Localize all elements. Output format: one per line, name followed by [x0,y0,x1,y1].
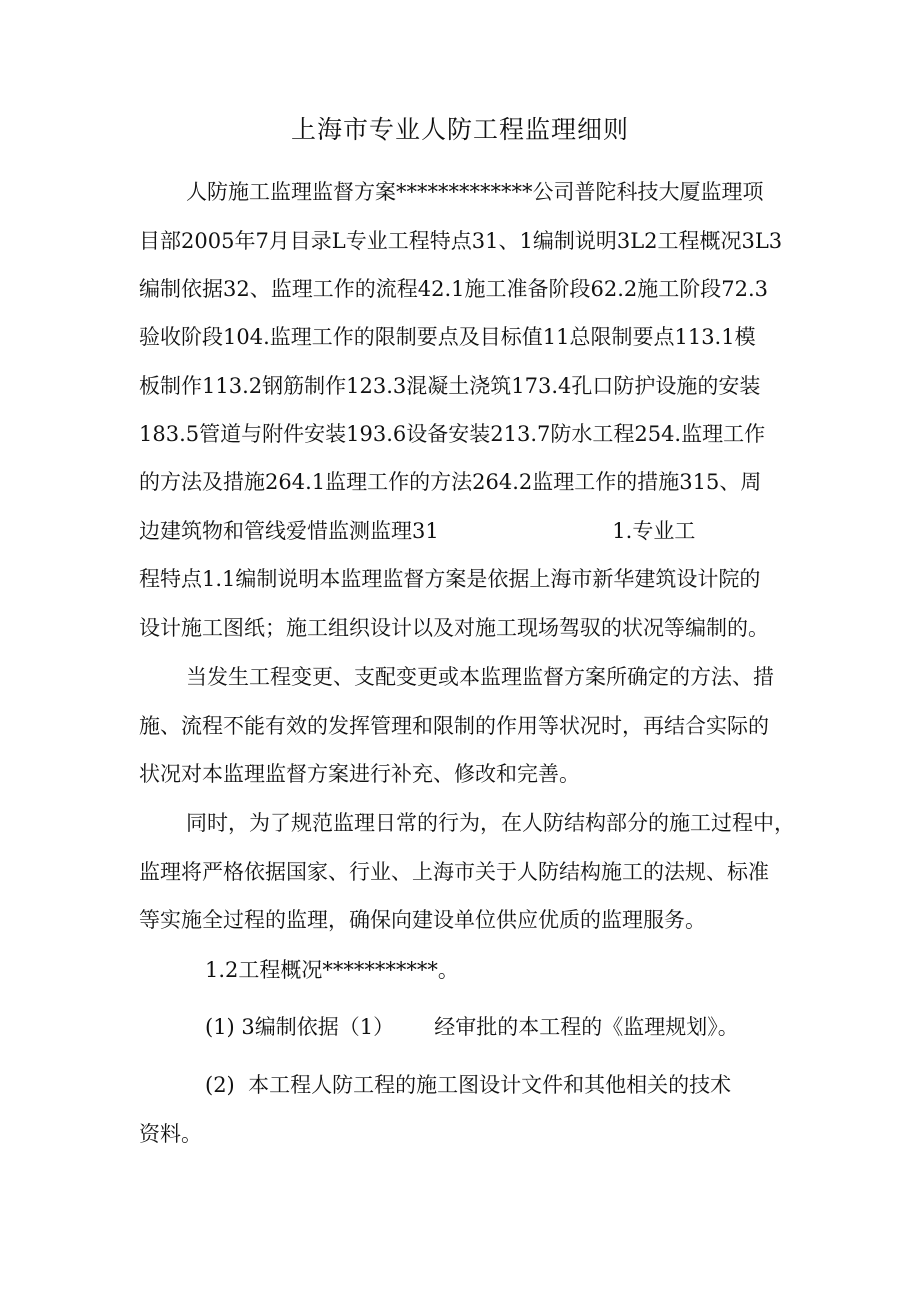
text-line: 监理将严格依据国家、行业、上海市关于人防结构施工的法规、标准 [139,860,769,884]
text-line: 设计施工图纸；施工组织设计以及对施工现场驾驭的状况等编制的。 [139,616,769,640]
text-line: 等实施全过程的监理，确保向建设单位供应优质的监理服务。 [139,908,706,932]
text-line: 编制依据32、监理工作的流程42.1施工准备阶段62.2施工阶段72.3 [139,277,768,301]
document-title: 上海市专业人防工程监理细则 [290,115,629,144]
text-line: 同时，为了规范监理日常的行为，在人防结构部分的施工过程中， [186,811,795,835]
text-line: 的方法及措施264.1监理工作的方法264.2监理工作的措施315、周 [139,470,762,494]
text-line: 边建筑物和管线爱惜监测监理31 1.专业工 [139,519,696,543]
text-line: 资料。 [139,1122,202,1146]
text-line: 人防施工监理监督方案*************公司普陀科技大厦监理项 [186,180,764,204]
text-line: 1.2工程概况***********。 [205,958,459,982]
text-line: 目部2005年7月目录L专业工程特点31、1编制说明3L2工程概况3L3 [139,229,783,253]
text-line: 施、流程不能有效的发挥管理和限制的作用等状况时，再结合实际的 [139,714,769,738]
text-line: 程特点1.1编制说明本监理监督方案是依据上海市新华建筑设计院的 [139,567,761,591]
text-line: (2) 本工程人防工程的施工图设计文件和其他相关的技术 [205,1073,732,1097]
text-line: 状况对本监理监督方案进行补充、修改和完善。 [139,762,580,786]
text-line: 验收阶段104.监理工作的限制要点及目标值11总限制要点113.1模 [139,325,756,349]
text-line: 当发生工程变更、支配变更或本监理监督方案所确定的方法、措 [186,665,774,689]
text-line: (1) 3编制依据（1） 经审批的本工程的《监理规划》。 [205,1015,739,1039]
text-line: 183.5管道与附件安装193.6设备安装213.7防水工程254.监理工作 [139,422,766,446]
text-line: 板制作113.2钢筋制作123.3混凝土浇筑173.4孔口防护设施的安装 [139,374,761,398]
